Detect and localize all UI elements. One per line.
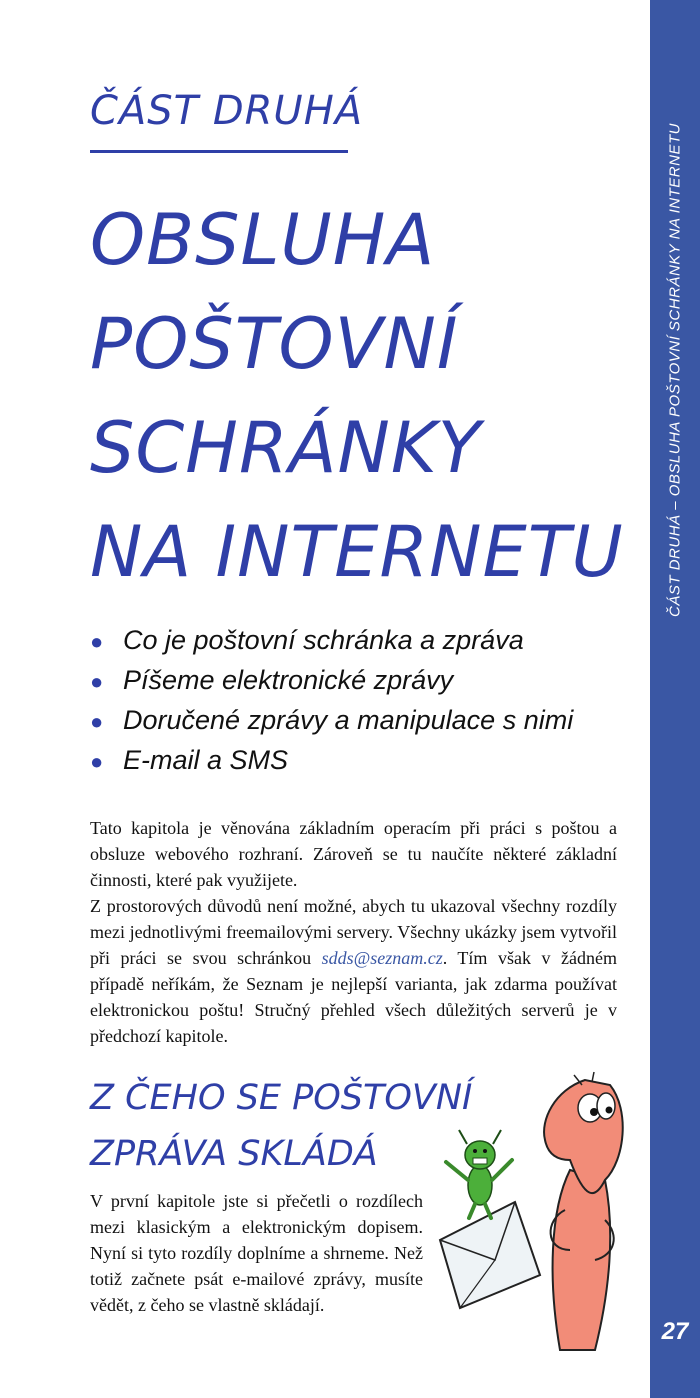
bullet-icon: ● <box>90 749 104 774</box>
chapter-title <box>90 188 624 604</box>
intro-paragraph: Tato kapitola je věnována základním operacím při práci s poštou a obsluze webového rozhraní. Zároveň se tu naučíte některé základní činnosti, které pak využijete. <box>90 818 617 890</box>
bullet-icon: ● <box>90 709 104 734</box>
list-item-text: Doručené zprávy a manipulace s nimi <box>123 705 574 735</box>
intro-text-part: Z prostorových důvodů není možné, abych tu ukazoval všechny rozdíly mezi jednotlivými freemailovými servery. Všechny ukázky jsem vytvořil při práci se svou schránkou <box>90 896 617 968</box>
chapter-title-line: OBSLUHA <box>90 199 436 281</box>
character-figure <box>544 1072 623 1350</box>
cartoon-illustration <box>420 1060 645 1380</box>
email-address: sdds@seznam.cz <box>321 948 443 968</box>
section-body: V první kapitole jste si přečetli o rozdílech mezi klasickým a elektronickým dopisem. Nyní si tyto rozdíly doplníme a shrneme. Než totiž začnete psát e-mailové zprávy, musíte vědět, z čeho se vlastně skládají. <box>90 1191 423 1315</box>
intro-paragraph <box>90 893 617 1049</box>
list-item <box>90 620 573 660</box>
part-title-underline <box>90 150 348 153</box>
list-item-text: Co je poštovní schránka a zpráva <box>123 625 524 655</box>
list-item <box>90 660 573 700</box>
list-item-text: E-mail a SMS <box>123 745 289 775</box>
running-header: ČÁST DRUHÁ – OBSLUHA POŠTOVNÍ SCHRÁNKY NA INTERNETU <box>666 123 684 617</box>
page-number: 27 <box>661 1318 689 1345</box>
bullet-icon: ● <box>90 629 104 654</box>
chapter-title-line: NA INTERNETU <box>90 511 624 593</box>
intro-text <box>90 815 617 1049</box>
list-item-text: Píšeme elektronické zprávy <box>123 665 454 695</box>
section-title <box>90 1070 472 1182</box>
intro-text-part: . Tím však v žádném případě neříkám, že Seznam je nejlepší varianta, jak zdarma používat elektronickou poštu! Stručný přehled všech důležitých serverů je v předchozí kapitole. <box>90 948 617 1046</box>
list-item <box>90 740 573 780</box>
chapter-title-line: SCHRÁNKY <box>90 407 482 489</box>
section-title-line: ZPRÁVA SKLÁDÁ <box>90 1134 378 1174</box>
chapter-title-line: POŠTOVNÍ <box>90 303 459 385</box>
list-item <box>90 700 573 740</box>
chapter-topics-list <box>90 620 573 780</box>
bullet-icon: ● <box>90 669 104 694</box>
part-title: ČÁST DRUHÁ <box>90 88 364 134</box>
section-title-line: Z ČEHO SE POŠTOVNÍ <box>90 1078 473 1118</box>
monster-figure <box>446 1130 512 1218</box>
